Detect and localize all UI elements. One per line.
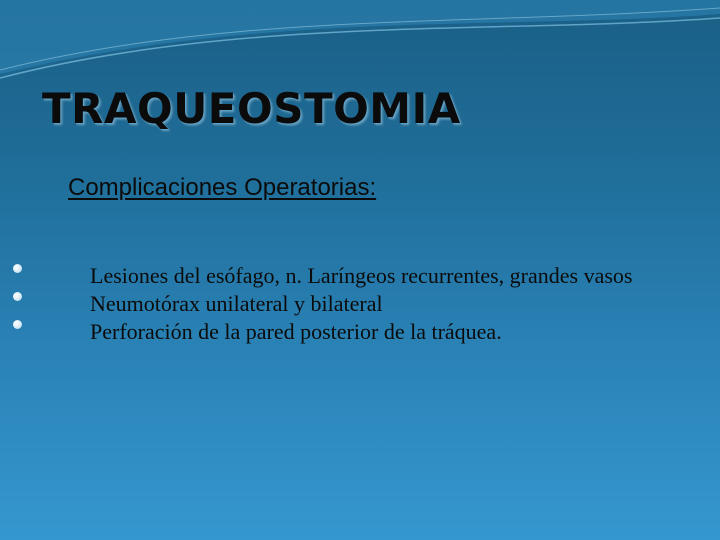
bullet-text-2: Neumotórax unilateral y bilateral	[90, 291, 383, 316]
bullet-text-3: Perforación de la pared posterior de la tráquea.	[90, 319, 502, 344]
slide-subtitle: Complicaciones Operatorias:	[68, 174, 377, 201]
bullet-dot-icon	[13, 264, 22, 273]
bullet-dot-icon	[13, 292, 22, 301]
bullet-list	[0, 262, 720, 346]
bullet-item-3	[0, 318, 650, 346]
bullet-text-1: Lesiones del esófago, n. Laríngeos recurrentes, grandes vasos	[90, 263, 633, 288]
slide-title: TRAQUEOSTOMIA	[42, 84, 461, 133]
bullet-item-1	[0, 262, 650, 290]
bullet-dot-icon	[13, 320, 22, 329]
bullet-item-2	[0, 290, 650, 318]
